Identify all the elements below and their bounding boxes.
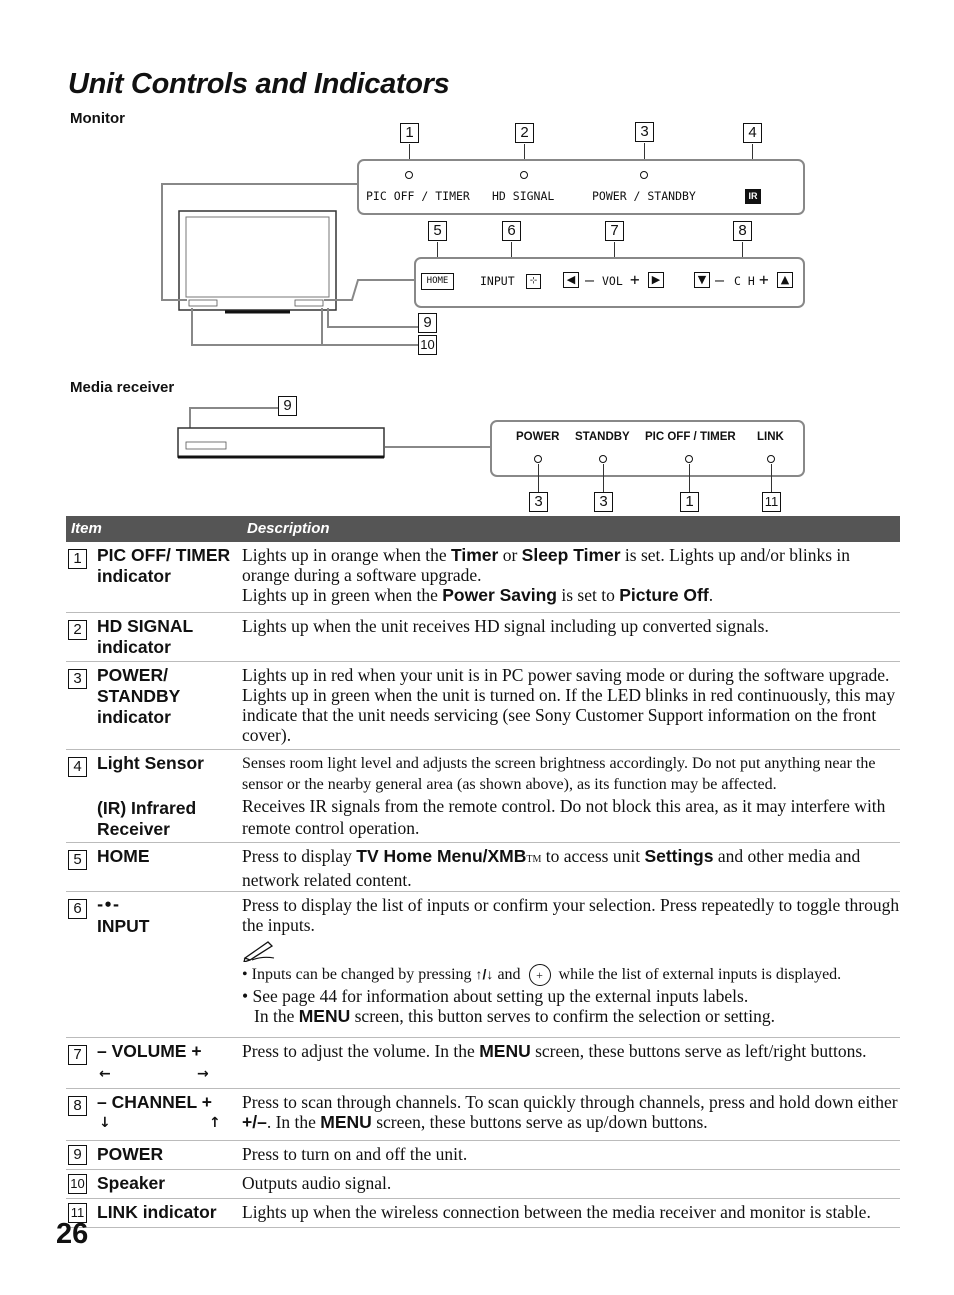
leader-line xyxy=(771,464,772,492)
callout-4: 4 xyxy=(743,123,762,143)
row-number: 3 xyxy=(68,669,87,689)
receiver-callout-11: 11 xyxy=(762,492,781,512)
table-row xyxy=(66,1038,900,1089)
row-number: 8 xyxy=(68,1096,87,1116)
table-row xyxy=(66,1141,900,1170)
table-row xyxy=(66,662,900,750)
row-item: -•- INPUT xyxy=(97,895,237,937)
table-row xyxy=(66,843,900,892)
table-row xyxy=(66,613,900,662)
table-row xyxy=(66,542,900,613)
row-item: – CHANNEL + ↓ ↑ xyxy=(97,1092,237,1135)
row-item-light-sensor: Light Sensor xyxy=(97,753,204,773)
receiver-pic-off-timer-led xyxy=(685,455,693,463)
row-description xyxy=(242,753,900,839)
input-label: INPUT xyxy=(480,274,515,288)
input-icon: -•- xyxy=(97,896,120,914)
table-row xyxy=(66,1170,900,1199)
input-button[interactable]: ⊹ xyxy=(526,274,541,289)
page-title: Unit Controls and Indicators xyxy=(68,68,450,100)
ir-sensor-icon: IR xyxy=(745,189,761,204)
row-item: HD SIGNAL indicator xyxy=(97,616,193,657)
row-item-ir-receiver: (IR) Infrared Receiver xyxy=(97,798,197,839)
vol-right-arrow-icon[interactable]: ▶ xyxy=(648,272,664,288)
row-item: POWER/ STANDBY indicator xyxy=(97,665,180,727)
hd-signal-led xyxy=(520,171,528,179)
table-header xyxy=(66,516,900,542)
receiver-callout-1: 1 xyxy=(680,492,699,512)
pic-off-timer-led xyxy=(405,171,413,179)
ch-label: C H xyxy=(734,274,755,288)
pic-off-timer-label: PIC OFF / TIMER xyxy=(366,189,470,203)
receiver-callout-3b: 3 xyxy=(594,492,613,512)
note-3: In the MENU screen, this button serves to confirm the selection or setting. xyxy=(254,1006,776,1027)
vol-left-arrow-icon[interactable]: ◀ xyxy=(563,272,579,288)
home-button[interactable]: HOME xyxy=(421,273,454,290)
row-number: 5 xyxy=(68,850,87,870)
callout-3: 3 xyxy=(635,122,654,142)
row-item: PIC OFF/ TIMER indicator xyxy=(97,545,231,586)
row-description: Lights up when the unit receives HD signal including up converted signals. xyxy=(242,616,769,636)
callout-8: 8 xyxy=(733,221,752,241)
callout-6: 6 xyxy=(502,221,521,241)
row-number: 1 xyxy=(68,549,87,569)
down-arrow-icon: ↓ xyxy=(99,1115,111,1131)
callout-5: 5 xyxy=(428,221,447,241)
right-arrow-icon: → xyxy=(197,1066,209,1082)
callout-2: 2 xyxy=(515,123,534,143)
table-row xyxy=(66,750,900,843)
receiver-callout-9: 9 xyxy=(278,396,297,416)
row-item: LINK indicator xyxy=(97,1202,217,1222)
ch-plus: + xyxy=(759,270,769,289)
media-receiver-label: Media receiver xyxy=(70,379,175,396)
receiver-link-led xyxy=(767,455,775,463)
leader-line xyxy=(603,464,604,492)
ir-receiver-description: Receives IR signals from the remote control. Do not block this area, as it may interfere with remote control operation. xyxy=(242,796,886,838)
row-item: HOME xyxy=(97,846,150,866)
table-row xyxy=(66,1199,900,1228)
receiver-power-led xyxy=(534,455,542,463)
note-2: • See page 44 for information about setting up the external inputs labels. xyxy=(242,986,749,1007)
table-row xyxy=(66,1089,900,1141)
leader-line xyxy=(689,464,690,492)
row-description: Lights up in red when your unit is in PC power saving mode or during the software upgrade. Lights up in green when the unit is turned on. If the LED blinks in red continuously, this may indicate that the unit needs servicing (see Sony Customer Support information on the front cover). xyxy=(242,665,896,745)
receiver-power-label: POWER xyxy=(516,431,560,443)
row-item: Speaker xyxy=(97,1173,166,1193)
callout-1: 1 xyxy=(400,123,419,143)
row-description: Lights up in orange when the Timer or Sleep Timer is set. Lights up and/or blinks in orange during a software upgrade. Lights up in green when the Power Saving is set to Picture Off. xyxy=(242,545,850,605)
row-description: Press to display the list of inputs or confirm your selection. Press repeatedly to toggle through the inputs. • Inputs can be changed by pressing ↑/↓ and + while the list of external inputs is displayed. • See page 44 for information about setting up the external inputs labels. In the MENU screen, this button serves to confirm the selection or setting. xyxy=(242,895,900,1027)
row-description: Press to display TV Home Menu/XMBTM to access unit Settings and other media and network related content. xyxy=(242,846,861,890)
row-description: Press to scan through channels. To scan quickly through channels, press and hold down either +/–. In the MENU screen, these buttons serve as up/down buttons. xyxy=(242,1092,898,1132)
light-sensor-description: Senses room light level and adjusts the screen brightness accordingly. Do not put anything near the sensor or the nearby general area (as shown above), as its function may be affected. xyxy=(242,755,876,793)
row-description: Outputs audio signal. xyxy=(242,1173,392,1193)
receiver-standby-label: STANDBY xyxy=(575,431,630,443)
receiver-callout-3a: 3 xyxy=(529,492,548,512)
leader-line xyxy=(538,464,539,492)
table-row xyxy=(66,892,900,1038)
ch-up-arrow-icon[interactable]: ▲ xyxy=(777,272,793,288)
row-number: 4 xyxy=(68,757,87,777)
callout-9: 9 xyxy=(418,313,437,333)
row-description: Press to adjust the volume. In the MENU screen, these buttons serve as left/right buttons. xyxy=(242,1041,867,1061)
row-number: 9 xyxy=(68,1145,87,1165)
row-number: 11 xyxy=(68,1203,87,1223)
vol-plus: + xyxy=(630,270,640,289)
row-description: Lights up when the wireless connection between the media receiver and monitor is stable. xyxy=(242,1202,871,1222)
note-pencil-icon xyxy=(242,938,900,964)
row-number: 6 xyxy=(68,899,87,919)
monitor-label: Monitor xyxy=(70,110,125,127)
row-description: Press to turn on and off the unit. xyxy=(242,1144,468,1164)
row-number: 7 xyxy=(68,1045,87,1065)
vol-label: VOL xyxy=(602,274,623,288)
power-standby-led xyxy=(640,171,648,179)
ch-down-arrow-icon[interactable]: ▼ xyxy=(694,272,710,288)
row-number: 2 xyxy=(68,620,87,640)
up-arrow-icon: ↑ xyxy=(209,1115,221,1131)
receiver-pic-off-timer-label: PIC OFF / TIMER xyxy=(645,431,736,443)
row-number: 10 xyxy=(68,1174,87,1194)
hd-signal-label: HD SIGNAL xyxy=(492,189,555,203)
input-circle-icon: + xyxy=(529,964,551,986)
monitor-top-panel xyxy=(357,159,805,215)
receiver-standby-led xyxy=(599,455,607,463)
page-number: 26 xyxy=(56,1218,89,1250)
header-description: Description xyxy=(247,520,330,537)
row-item: – VOLUME + ← → xyxy=(97,1041,237,1084)
header-item: Item xyxy=(71,520,102,537)
row-item: POWER xyxy=(97,1144,164,1164)
vol-minus: – xyxy=(585,271,595,289)
note-1: • Inputs can be changed by pressing ↑/↓ and + while the list of external inputs is displayed. xyxy=(242,964,900,986)
callout-10: 10 xyxy=(418,335,437,355)
row-item xyxy=(97,753,237,840)
receiver-link-label: LINK xyxy=(757,431,784,443)
controls-table xyxy=(66,516,900,1228)
ch-minus: – xyxy=(715,271,725,289)
callout-7: 7 xyxy=(605,221,624,241)
power-standby-label: POWER / STANDBY xyxy=(592,189,696,203)
left-arrow-icon: ← xyxy=(99,1066,111,1082)
